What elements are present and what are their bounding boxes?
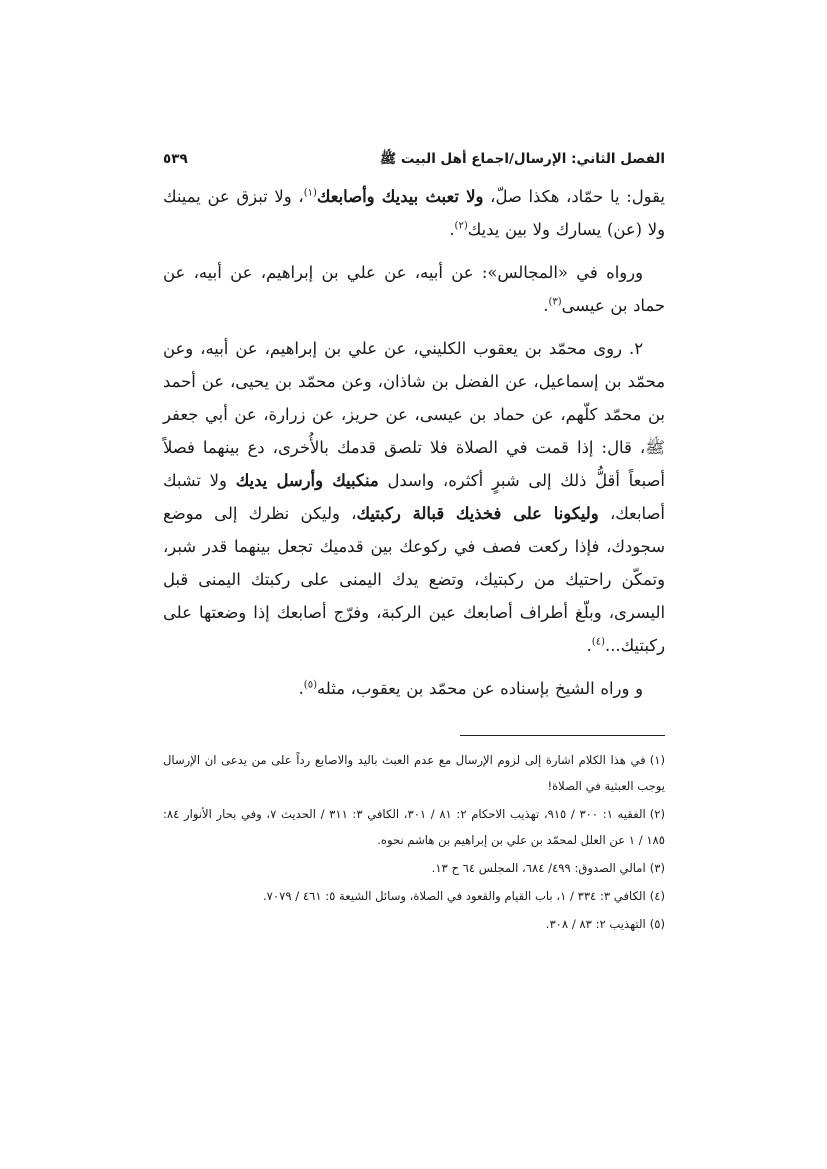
text-run: . [543,296,549,315]
footnote-divider [460,735,665,736]
text-run: . [298,679,304,698]
text-run: . [586,636,592,655]
footnotes [163,747,665,937]
text-run: ولا تشبك أصابعك، [163,471,665,523]
footnote-text: في هذا الكلام اشارة إلى لزوم الإرسال مع عدم العبث باليد والاصابع رداً على من يدعى ان الإرسال يوجب العبثية في الصلاة! [163,753,665,793]
bold-run: منكبيك وأرسل يديك [235,471,379,490]
footnote-number: (٤) [649,889,665,903]
footnote-number: (٥) [649,917,665,931]
footnote-text: الفقيه ١: ٣٠٠ / ٩١٥، تهذيب الاحكام ٢: ٨١ / ٣٠١، الكافي ٣: ٣١١ / الحديث ٧، وفي بحار الأنوار ٨٤: ١٨٥ / ١ عن العلل لمحمّد بن علي بن إبراهيم بن هاشم نحوه. [163,807,665,847]
bold-run: ولا تعبث بيديك وأصابعك [316,187,484,206]
text-run: ورواه في «المجالس»: عن أبيه، عن علي بن إبراهيم، عن أبيه، عن حماد بن عيسى [163,263,665,315]
footnote-number: (١) [649,753,665,767]
footnote-text: الكافي ٣: ٣٣٤ / ١، باب القيام والقعود في الصلاة، وسائل الشيعة ٥: ٤٦١ / ٧٠٧٩. [262,889,646,903]
bold-run: وليكونا على فخذيك قبالة ركبتيك [356,504,599,523]
footnote-ref-1[interactable]: (١) [303,187,317,199]
paragraph-3 [163,332,665,662]
footnote-ref-5[interactable]: (٥) [303,679,317,691]
text-run: و وراه الشيخ بإسناده عن محمّد بن يعقوب، مثله [316,679,643,698]
footnote-1 [163,747,665,799]
footnote-3 [163,855,665,881]
footnote-text: امالي الصدوق: ٤٩٩/ ٦٨٤، المجلس ٦٤ ح ١٣. [431,861,646,875]
text-run: ، ولا تبزق عن يمينك ولا (عن) يسارك ولا بين يديك [163,187,665,239]
footnote-text: التهذيب ٢: ٨٣ / ٣٠٨. [545,917,646,931]
running-header [163,150,665,170]
footnote-number: (٢) [649,807,666,821]
footnote-ref-3[interactable]: (٣) [548,296,562,308]
text-run: ٢. روى محمّد بن يعقوب الكليني، عن علي بن إبراهيم، عن أبيه، وعن محمّد بن إسماعيل، عن الفضل بن شاذان، وعن محمّد بن يحيى، عن أحمد بن محمّد كلّهم، عن حماد بن عيسى، عن حريز، عن زرارة، عن أبي جعفر ﷺ، قال: إذا قمت في الصلاة فلا تلصق قدمك بالأُخرى، دع بينهما فصلاً أصبعاً أقلُّ ذلك إلى شبرٍ أكثره، واسدل [163,339,665,490]
page-number: ٥٣٩ [163,151,188,167]
chapter-title: الفصل الثاني: الإرسال/اجماع أهل البيت ﷺ [379,151,665,167]
footnote-number: (٣) [649,861,665,875]
paragraph-2 [163,256,665,322]
text-run: يقول: يا حمّاد، هكذا صلّ، [483,187,665,206]
text-run: ، وليكن نظرك إلى موضع سجودك، فإذا ركعت فصف في ركوعك بين قدميك تجعل بينهما قدر شبر، وتمكّن راحتيك من ركبتيك، وتضع يدك اليمنى على ركبتك اليمنى قبل اليسرى، وبلّغ أطراف أصابعك عين الركبة، وفرّج أصابعك إذا وضعتها على ركبتيك... [163,504,665,655]
text-run: . [449,220,455,239]
paragraph-4 [163,672,665,705]
book-page [163,150,665,939]
footnote-5 [163,911,665,937]
footnote-4 [163,883,665,909]
paragraph-1 [163,180,665,246]
main-text [163,180,665,705]
footnote-2 [163,801,665,853]
footnote-ref-2[interactable]: (٢) [454,220,468,232]
footnote-ref-4[interactable]: (٤) [591,636,605,648]
